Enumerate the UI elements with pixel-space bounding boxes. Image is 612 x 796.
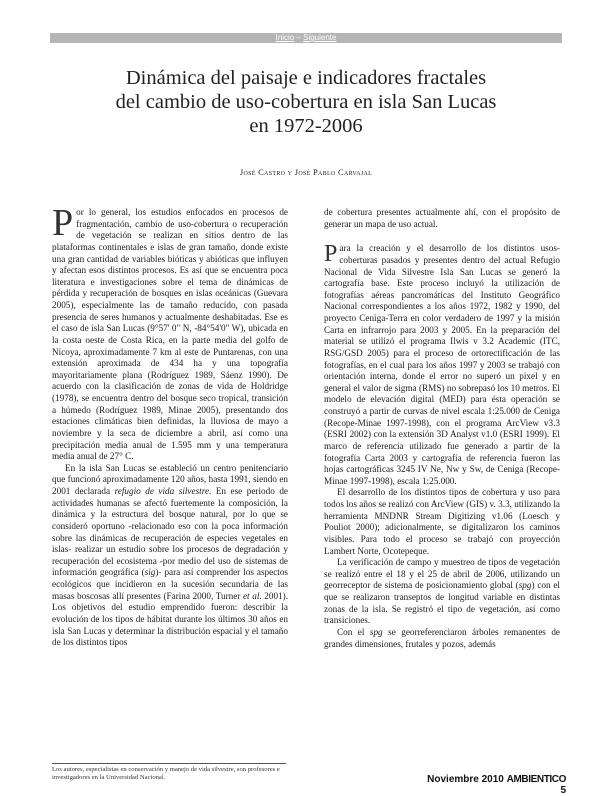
next-link[interactable]: Siguiente bbox=[303, 33, 337, 42]
article-title bbox=[60, 66, 552, 138]
right-paragraph-4 bbox=[324, 627, 560, 650]
left-paragraph-1 bbox=[52, 202, 288, 463]
text-run: En la isla San Lucas se estableció un centro penitenciario que funcionó aproximadamente 120 años, hasta 1991, siendo en 2001 declarada bbox=[52, 462, 288, 496]
article-authors: José Castro y José Pablo Carvajal bbox=[239, 167, 373, 177]
left-paragraph-1-text: or lo general, los estudios enfocados en procesos de fragmentación, cambio de uso-cobertura o recuperación de vegetación se realizan en sitios dentro de las plataformas continentales e islas de gran tamaño, donde existe una gran cantidad de variables bióticas y abióticas que influyen y afectan esos distintos procesos. Es así que se encuentra poca literatura e investigaciones sobre el tema de dinámicas de pérdida y recuperación de bosques en islas oceánicas (Guevara 2005), especialmente las de tamaño reducido, con pasada presencia de seres humanos y actualmente deshabitadas. Ese es el caso de isla San Lucas (9°57' 0" N, -84°54'0" W), ubicada en la costa oeste de Costa Rica, en la parte media del golfo de Nicoya, aproximadamente 7 km al este de Puntarenas, con una extensión aproximada de 434 ha y una topografía mayoritariamente plana (Rodríguez 1989, Sáenz 1990). De acuerdo con la clasificación de zonas de vida de Holdridge (1978), se encuentra dentro del bosque seco tropical, transición a húmedo (Rodríguez 1989, Minae 2005), presentando dos estaciones climáticas bien definidas, la lluviosa de mayo a noviembre y la seca de diciembre a abril, así como una precipitación media anual de 1.595 mm y una temperatura media anual de 27° C. bbox=[52, 207, 288, 462]
home-link[interactable]: Inicio bbox=[275, 33, 295, 42]
footnote: Los autores, especialistas en conservación y manejo de vida silvestre, son profesores e investigadores en la Universidad Nacional. bbox=[52, 766, 280, 781]
italic-term: spg bbox=[518, 580, 532, 591]
paragraph-gap bbox=[324, 230, 560, 243]
text-run: ) con el que se realizaron transeptos de longitud variable en distintas zonas de la isla. Se registró el tipo de vegetación, así como transiciones. bbox=[324, 580, 560, 626]
italic-term: spg bbox=[369, 626, 383, 637]
magazine-brand: AMBIENTICO bbox=[506, 774, 566, 785]
page-footer bbox=[420, 774, 566, 796]
text-run: . En ese periodo de actividades humanas se afectó fuertemente la composición, la dinámica y la estructura del bosque natural, por lo que se consideró oportuno -relacionado eso con la poca información sobre las dinámicas de recuperación de especies vegetales en islas- realizar un estudio sobre los procesos de degradación y recuperación del ecosistema -por medio del uso de sistemas de información geográfica ( bbox=[52, 486, 288, 578]
dropcap: P bbox=[52, 202, 74, 244]
right-paragraph-2: El desarrollo de los distintos tipos de cobertura y uso para todos los años se realizó con ArcView (GIS) v. 3.3, utilizando la herramienta MNDNR Stream Digitizing v1.06 (Loesch y Pouliot 2000); adicionalmente, se digitalizaron los caminos visibles. Para todo el proceso se trabajó con proyección Lambert Norte, Ocotepeque. bbox=[324, 487, 560, 556]
footnote-divider bbox=[52, 763, 286, 764]
title-line-3: en 1972-2006 bbox=[249, 115, 363, 137]
right-paragraph-1 bbox=[324, 243, 560, 487]
text-run: Con el bbox=[337, 626, 370, 637]
nav-separator: – bbox=[294, 33, 304, 42]
left-column bbox=[52, 202, 289, 649]
left-paragraph-2 bbox=[52, 463, 288, 649]
navigation-bar bbox=[50, 33, 562, 43]
right-paragraph-3 bbox=[324, 557, 560, 627]
text-run: La verificación de campo y muestreo de tipos de vegetación se realizó entre el 18 y el 25 de abril de 2006, utilizando un georreceptor de sistema de posicionamiento global ( bbox=[324, 557, 560, 591]
text-run: se georreferenciaron árboles remanentes de grandes dimensiones, frutales y pozos, además bbox=[324, 626, 560, 649]
right-column bbox=[324, 207, 560, 650]
dropcap: P bbox=[324, 241, 338, 268]
italic-term: et al. bbox=[242, 590, 262, 601]
text-run: )- para así comprender los aspectos ecológicos que incidieron en la sucesión secundaria de las masas boscosas allí presentes (Farina 2000, Turner bbox=[52, 567, 288, 601]
right-paragraph-1-text: ara la creación y el desarrollo de los distintos usos-coberturas pasados y presentes dentro del actual Refugio Nacional de Vida Silvestre Isla San Lucas se generó la cartografía base. Este proceso incluyó la utilización de fotografías aéreas pancromáticas del Instituto Geográfico Nacional correspondientes a los años 1972, 1982 y 1990, del proyecto Ceniga-Terra en color verdadero de 1997 y la misión Carta en infrarrojo para 2003 y 2005. En la preparación del material se utilizó el programa Ilwis v 3.2 Academic (ITC, RSG/GSD 2005) para el proceso de ortorectificación de las fotografías, en el cual para los años 1997 y 2003 se trabajó con orientación interna, donde el error no superó un pixel y en general el valor de sigma (RMS) no sobrepasó los 10 metros. El modelo de elevación digital (MED) para ésta operación se construyó a partir de curvas de nivel escala 1:25.000 de Ceniga (Recope-Minae 1997-1998), con el programa ArcView v3.3 (ESRI 2002) con la extensión 3D Analyst v1.0 (ESRI 1999). El marco de referencia utilizado fue generado a partir de la fotografía Carta 2003 y cartografía de referencia fueron las hojas cartográficas 3245 IV Ne, Nw y Sw, de Ceniga (Recope-Minae 1997-1998), escala 1:25.000. bbox=[324, 243, 560, 486]
right-paragraph-0: de cobertura presentes actualmente ahí, con el propósito de generar un mapa de uso actual. bbox=[324, 207, 560, 229]
title-line-2: del cambio de uso-cobertura en isla San Lucas bbox=[115, 91, 497, 113]
italic-term: refugio de vida silvestre bbox=[114, 486, 210, 496]
title-line-1: Dinámica del paisaje e indicadores fractales bbox=[125, 67, 487, 89]
page-number: 5 bbox=[560, 785, 566, 796]
text-run: 2001). Los objetivos del estudio emprendido fueron: describir la evolución de los tipos de hábitat durante los últimos 30 años en isla San Lucas y determinar la distribución espacial y el tamaño de los distintos tipos bbox=[52, 590, 289, 648]
issue-date: Noviembre 2010 bbox=[427, 774, 504, 785]
italic-term: sig bbox=[144, 567, 156, 578]
